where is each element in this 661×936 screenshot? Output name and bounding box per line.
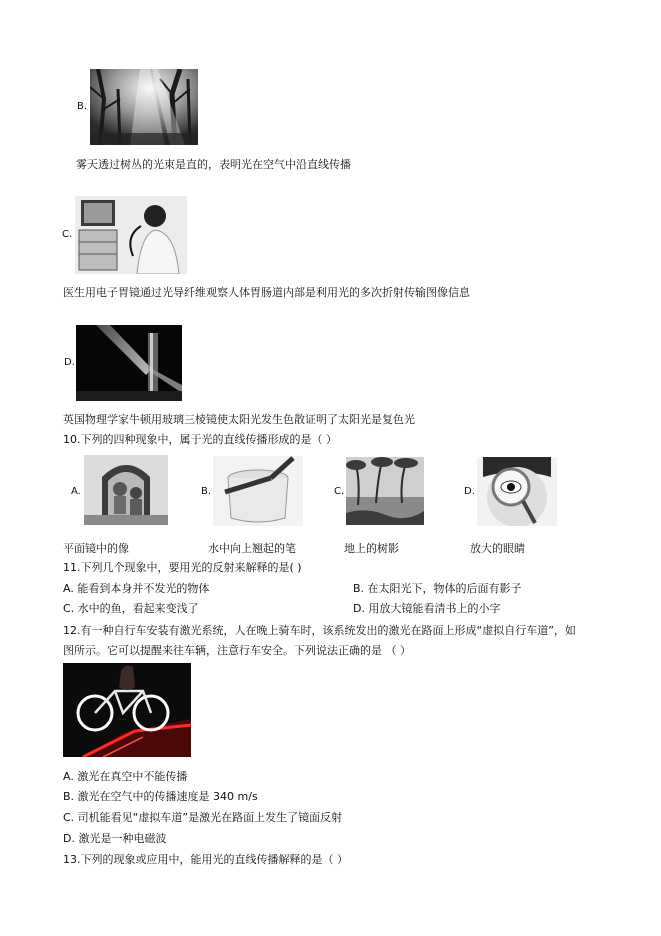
mirror-children-image (84, 455, 168, 525)
option-letter-d: D. (64, 357, 75, 368)
q10-letter-c: C. (334, 486, 345, 497)
option-d-statement: 英国物理学家牛顿用玻璃三棱镜使太阳光发生色散证明了太阳光是复色光 (63, 413, 415, 426)
q12-option-a: A. 激光在真空中不能传播 (63, 770, 188, 783)
doctor-endoscope-image (75, 196, 187, 274)
tree-shadows-image (346, 457, 424, 525)
q11-option-c: C. 水中的鱼，看起来变浅了 (63, 602, 199, 615)
q11-option-b: B. 在太阳光下，物体的后面有影子 (353, 582, 522, 595)
question-13-stem: 13.下列的现象或应用中，能用光的直线传播解释的是（ ） (63, 853, 348, 866)
q10-letter-d: D. (464, 486, 475, 497)
q10-caption-b: 水中向上翘起的笔 (208, 542, 296, 555)
question-12-stem-line2: 图所示。它可以提醒来往车辆，注意行车安全。下列说法正确的是 （ ） (63, 644, 411, 657)
q12-option-c: C. 司机能看见“虚拟车道”是激光在路面上发生了镜面反射 (63, 811, 343, 824)
q10-caption-a: 平面镜中的像 (63, 542, 129, 555)
pencil-in-water-image (213, 456, 303, 526)
option-b-statement: 雾天透过树丛的光束是直的，表明光在空气中沿直线传播 (76, 158, 351, 171)
q10-letter-a: A. (71, 486, 81, 497)
q10-caption-c: 地上的树影 (344, 542, 399, 555)
question-10-stem: 10.下列的四种现象中，属于光的直线传播形成的是（ ） (63, 433, 337, 446)
glass-prism-image (76, 325, 182, 401)
question-11-stem: 11.下列几个现象中，要用光的反射来解释的是( ) (63, 561, 302, 574)
q12-option-d: D. 激光是一种电磁波 (63, 832, 167, 845)
laser-bike-lane-image (63, 663, 191, 757)
q10-letter-b: B. (201, 486, 212, 497)
q12-option-b: B. 激光在空气中的传播速度是 340 m/s (63, 790, 258, 803)
option-c-statement: 医生用电子胃镜通过光导纤维观察人体胃肠道内部是利用光的多次折射传输图像信息 (63, 286, 470, 299)
q10-caption-d: 放大的眼睛 (470, 542, 525, 555)
question-12-stem-line1: 12.有一种自行车安装有激光系统，人在晚上骑车时，该系统发出的激光在路面上形成“虚拟自行车道”，如 (63, 624, 576, 637)
q11-option-a: A. 能看到本身并不发光的物体 (63, 582, 210, 595)
option-letter-c: C. (62, 229, 73, 240)
magnified-eye-image (477, 457, 557, 526)
q11-option-d: D. 用放大镜能看清书上的小字 (353, 602, 501, 615)
forest-light-beams-image (90, 69, 198, 145)
option-letter-b: B. (77, 101, 88, 112)
